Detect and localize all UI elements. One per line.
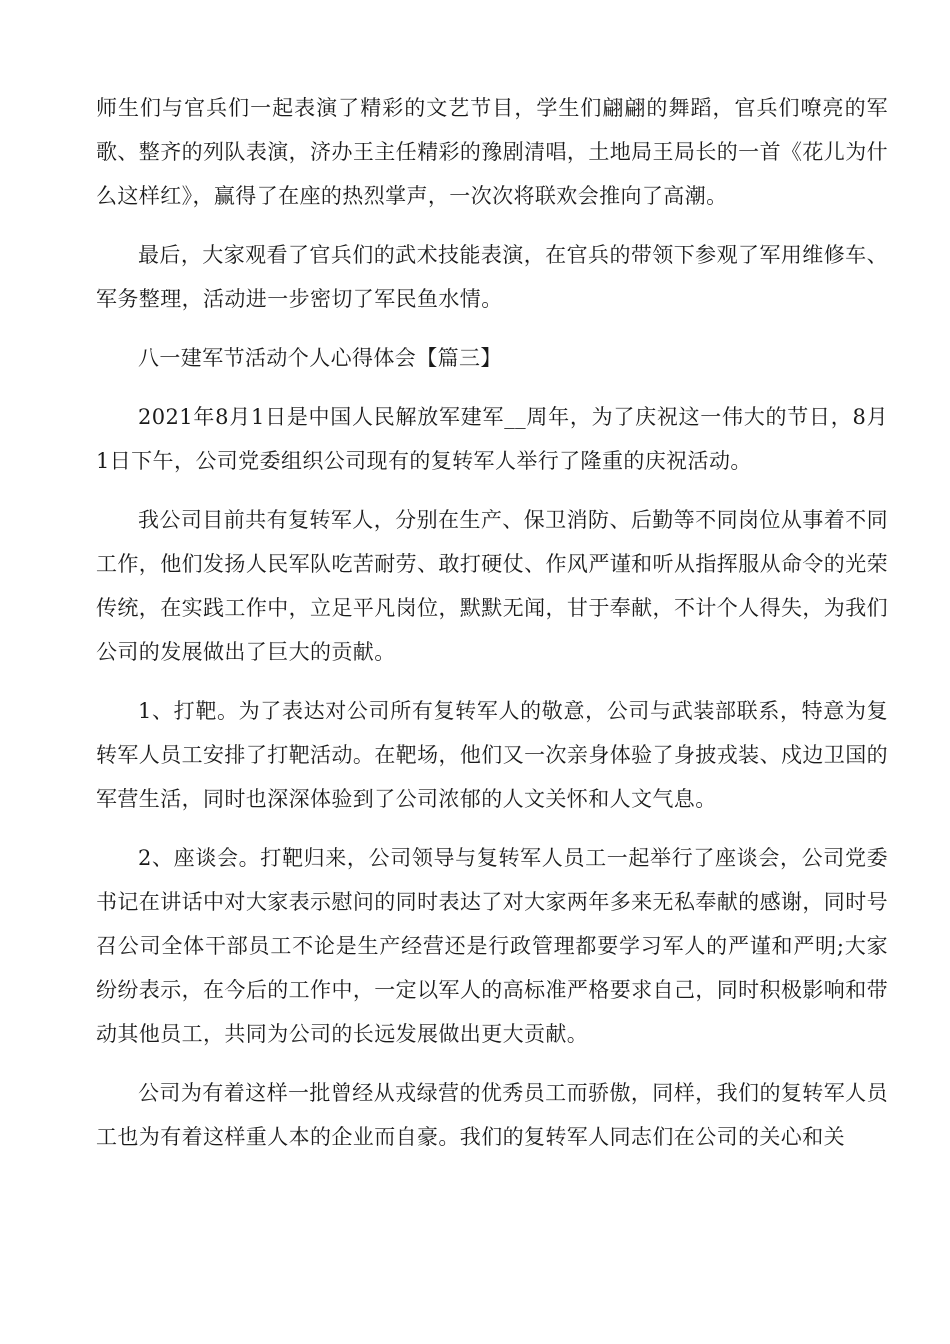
paragraph-symposium: 2、座谈会。打靶归来，公司领导与复转军人员工一起举行了座谈会，公司党委书记在讲话中对大家表示慰问的同时表达了对大家两年多来无私奉献的感谢，同时号召公司全体干部员工不论是生产经营还是行政管理都要学习军人的严谨和严明;大家纷纷表示，在今后的工作中，一定以军人的高标准严格要求自己，同时积极影响和带动其他员工，共同为公司的长远发展做出更大贡献。 xyxy=(96,846,888,1046)
paragraph-pride: 公司为有着这样一批曾经从戎绿营的优秀员工而骄傲，同样，我们的复转军人员工也为有着这样重人本的企业而自豪。我们的复转军人同志们在公司的关心和关 xyxy=(96,1081,888,1149)
paragraph-performances: 师生们与官兵们一起表演了精彩的文艺节目，学生们翩翩的舞蹈，官兵们嘹亮的军歌、整齐的列队表演，济办王主任精彩的豫剧清唱，土地局王局长的一首《花儿为什么这样红》，赢得了在座的热烈掌声，一次次将联欢会推向了高潮。 xyxy=(96,96,888,208)
paragraph-shooting: 1、打靶。为了表达对公司所有复转军人的敬意，公司与武装部联系，特意为复转军人员工安排了打靶活动。在靶场，他们又一次亲身体验了身披戎装、戍边卫国的军营生活，同时也深深体验到了公司浓郁的人文关怀和人文气息。 xyxy=(96,699,888,811)
paragraph-martial-arts: 最后，大家观看了官兵们的武术技能表演，在官兵的带领下参观了军用维修车、军务整理，活动进一步密切了军民鱼水情。 xyxy=(96,243,888,311)
document-body xyxy=(96,86,888,1174)
paragraph-anniversary: 2021年8月1日是中国人民解放军建军__周年，为了庆祝这一伟大的节日，8月1日下午，公司党委组织公司现有的复转军人举行了隆重的庆祝活动。 xyxy=(96,405,888,473)
section-heading-part-three: 八一建军节活动个人心得体会【篇三】 xyxy=(138,346,502,370)
paragraph-veterans: 我公司目前共有复转军人，分别在生产、保卫消防、后勤等不同岗位从事着不同工作，他们发扬人民军队吃苦耐劳、敢打硬仗、作风严谨和听从指挥服从命令的光荣传统，在实践工作中，立足平凡岗位，默默无闻，甘于奉献，不计个人得失，为我们公司的发展做出了巨大的贡献。 xyxy=(96,508,888,664)
